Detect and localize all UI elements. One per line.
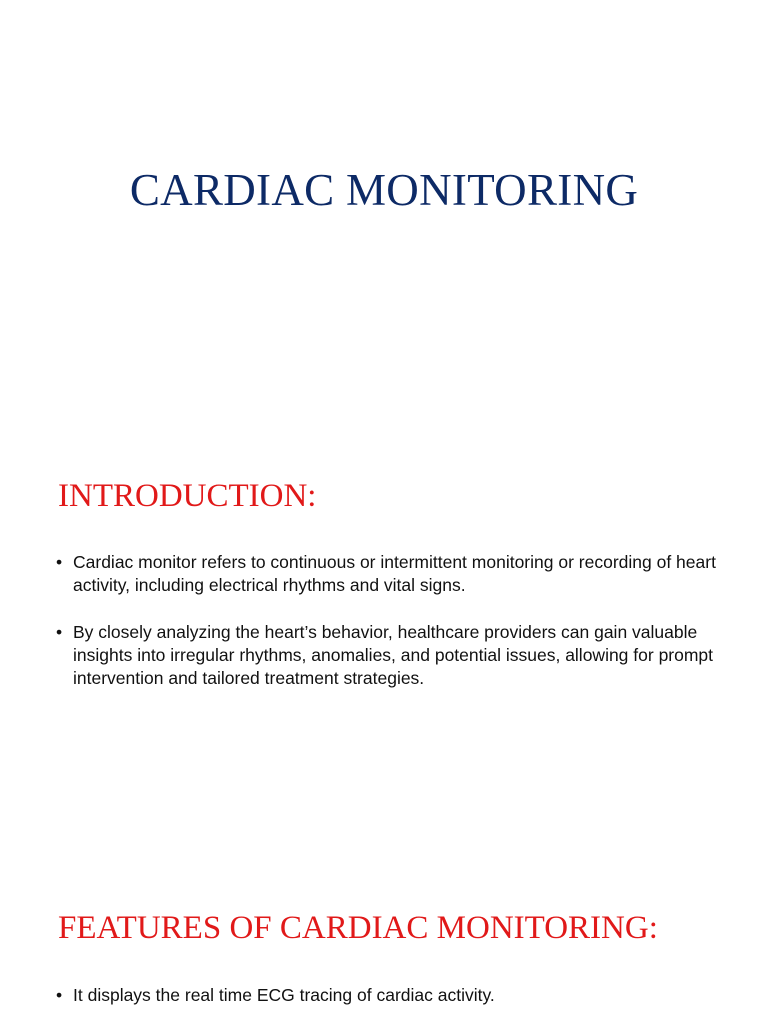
bullet-text: By closely analyzing the heart’s behavior, healthcare providers can gain valuable insights into irregular rhythms, anomalies, and potential issues, allowing for prompt intervention and tailored treatment strategies. [73,622,714,688]
presentation-title: CARDIAC MONITORING [129,165,639,215]
list-item [56,984,716,1007]
list-item [56,621,716,690]
features-heading: FEATURES OF CARDIAC MONITORING: [58,910,658,946]
list-item [56,551,716,597]
features-slide [0,880,768,1024]
introduction-slide [0,440,768,880]
introduction-bullet-list [56,551,716,714]
bullet-text: Cardiac monitor refers to continuous or intermittent monitoring or recording of heart activity, including electrical rhythms and vital signs. [73,552,716,595]
bullet-icon: • [56,552,63,572]
introduction-heading: INTRODUCTION: [58,478,317,514]
bullet-text: It displays the real time ECG tracing of cardiac activity. [73,985,495,1005]
bullet-icon: • [56,985,63,1005]
title-slide [0,0,768,440]
bullet-icon: • [56,622,63,642]
